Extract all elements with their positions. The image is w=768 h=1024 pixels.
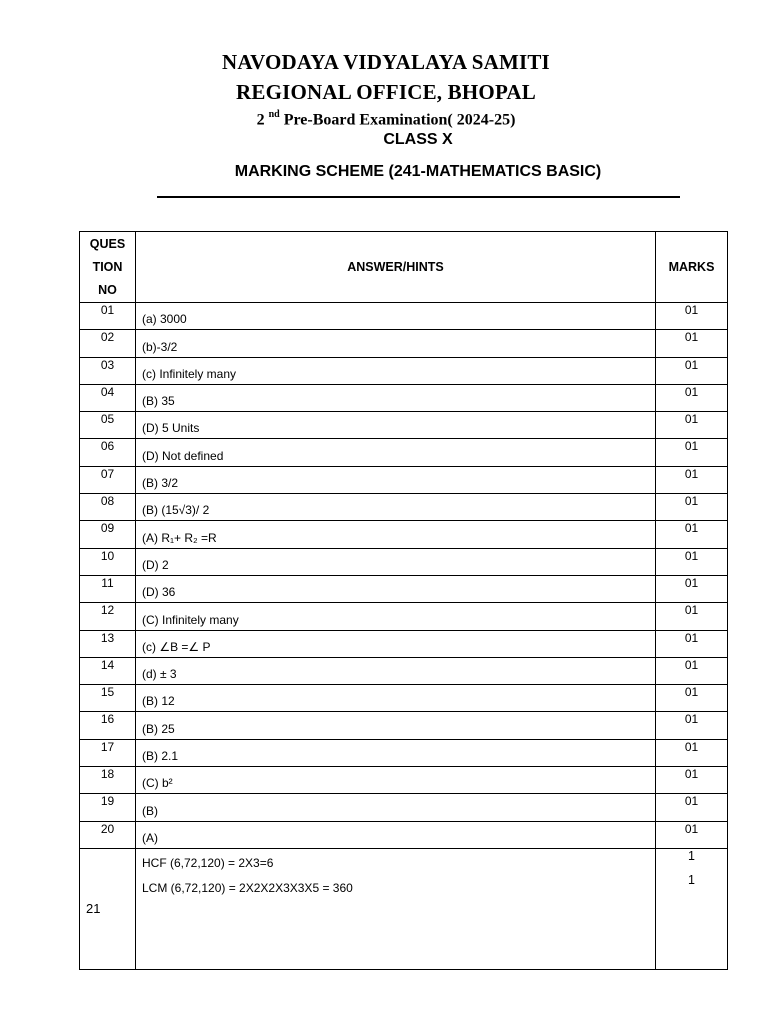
scheme-label: MARKING SCHEME (241-MATHEMATICS BASIC)	[234, 163, 602, 180]
answer-line: HCF (6,72,120) = 2X3=6	[142, 855, 274, 870]
table-row	[80, 575, 728, 602]
header-marks: MARKS	[656, 232, 728, 303]
table-row	[80, 384, 728, 411]
table-row	[80, 630, 728, 657]
exam-number: 2	[256, 111, 265, 129]
answer-cell: (B) 35	[136, 384, 656, 411]
question-number: 10	[80, 548, 136, 575]
answer-cell: (C) Infinitely many	[136, 603, 656, 630]
header-question-line: NO	[98, 282, 117, 297]
question-number: 05	[80, 412, 136, 439]
marks-cell: 01	[656, 712, 728, 739]
answer-cell: (D) 36	[136, 575, 656, 602]
answer-line: LCM (6,72,120) = 2X2X2X3X3X5 = 360	[142, 880, 353, 895]
answer-cell: (B) 3/2	[136, 466, 656, 493]
marks-cell: 01	[656, 821, 728, 848]
table-row	[80, 739, 728, 766]
answer-cell: (C) b²	[136, 767, 656, 794]
table-row	[80, 466, 728, 493]
question-number: 09	[80, 521, 136, 548]
title-line-2: REGIONAL OFFICE, BHOPAL	[236, 80, 536, 104]
table-row	[80, 794, 728, 821]
answer-cell: (B)	[136, 794, 656, 821]
answer-cell: (d) ± 3	[136, 657, 656, 684]
answer-cell: (A)	[136, 821, 656, 848]
marks-cell: 01	[656, 330, 728, 357]
question-number: 17	[80, 739, 136, 766]
marks-cell: 01	[656, 357, 728, 384]
header-question-line: TION	[92, 259, 123, 274]
table-row	[80, 439, 728, 466]
question-number: 03	[80, 357, 136, 384]
table-row	[80, 767, 728, 794]
answer-cell: (b)-3/2	[136, 330, 656, 357]
table-row	[80, 357, 728, 384]
header-question-no	[80, 232, 136, 303]
answer-cell: (A) R₁+ R₂ =R	[136, 521, 656, 548]
question-number: 18	[80, 767, 136, 794]
class-label: CLASS X	[383, 131, 453, 148]
marks-value: 1	[688, 848, 695, 863]
table-row	[80, 494, 728, 521]
question-number: 07	[80, 466, 136, 493]
question-number: 12	[80, 603, 136, 630]
marks-cell	[656, 848, 728, 969]
table-row	[80, 548, 728, 575]
question-number: 16	[80, 712, 136, 739]
table-row	[80, 412, 728, 439]
marks-cell: 01	[656, 767, 728, 794]
table-row	[80, 603, 728, 630]
question-number: 02	[80, 330, 136, 357]
answer-cell: (D) Not defined	[136, 439, 656, 466]
question-number: 06	[80, 439, 136, 466]
question-number: 01	[80, 303, 136, 330]
title-line-1: NAVODAYA VIDYALAYA SAMITI	[222, 50, 550, 74]
marks-value: 1	[688, 872, 695, 887]
marks-cell: 01	[656, 439, 728, 466]
marks-cell: 01	[656, 521, 728, 548]
question-number: 14	[80, 657, 136, 684]
table-row	[80, 330, 728, 357]
table-header-row	[80, 232, 728, 303]
marks-cell: 01	[656, 603, 728, 630]
marks-cell: 01	[656, 739, 728, 766]
answer-cell: (B) 25	[136, 712, 656, 739]
marks-cell: 01	[656, 494, 728, 521]
table-row	[80, 657, 728, 684]
question-number: 13	[80, 630, 136, 657]
marks-cell: 01	[656, 466, 728, 493]
question-number: 21	[80, 848, 136, 969]
table-row	[80, 303, 728, 330]
header-answer-hints: ANSWER/HINTS	[136, 232, 656, 303]
question-number: 20	[80, 821, 136, 848]
answer-cell: (B) 12	[136, 685, 656, 712]
answer-cell	[136, 848, 656, 969]
table-row	[80, 712, 728, 739]
marks-cell: 01	[656, 657, 728, 684]
question-number: 04	[80, 384, 136, 411]
marks-cell: 01	[656, 384, 728, 411]
header-question-line: QUES	[89, 236, 126, 251]
marking-table	[79, 231, 728, 970]
table-row	[80, 821, 728, 848]
marks-cell: 01	[656, 412, 728, 439]
question-number: 15	[80, 685, 136, 712]
question-number: 11	[80, 575, 136, 602]
marks-cell: 01	[656, 685, 728, 712]
table-row	[80, 685, 728, 712]
answer-cell: (B) 2.1	[136, 739, 656, 766]
question-number: 08	[80, 494, 136, 521]
answer-cell: (D) 2	[136, 548, 656, 575]
marks-cell: 01	[656, 548, 728, 575]
answer-cell: (B) (15√3)/ 2	[136, 494, 656, 521]
answer-cell: (c) ∠B =∠ P	[136, 630, 656, 657]
answer-cell: (D) 5 Units	[136, 412, 656, 439]
table-row	[80, 521, 728, 548]
exam-suffix: nd	[268, 109, 280, 120]
answer-cell: (a) 3000	[136, 303, 656, 330]
marks-cell: 01	[656, 630, 728, 657]
question-number: 19	[80, 794, 136, 821]
answer-cell: (c) Infinitely many	[136, 357, 656, 384]
marks-cell: 01	[656, 575, 728, 602]
exam-title	[0, 110, 768, 129]
exam-name: Pre-Board Examination( 2024-25)	[279, 111, 516, 129]
marks-cell: 01	[656, 303, 728, 330]
header-divider	[157, 196, 680, 198]
table-row-21	[80, 848, 728, 969]
marks-cell: 01	[656, 794, 728, 821]
marking-table-body	[80, 232, 728, 970]
